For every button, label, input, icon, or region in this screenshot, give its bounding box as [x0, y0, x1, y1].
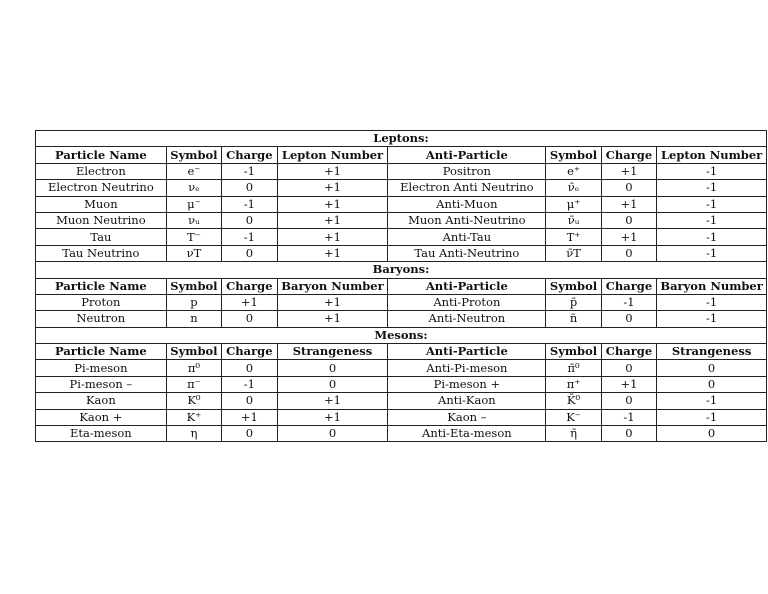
table-cell: 0	[601, 393, 656, 409]
table-cell: +1	[601, 196, 656, 212]
table-cell: +1	[277, 409, 388, 425]
table-row	[36, 393, 767, 409]
column-header: Symbol	[546, 147, 601, 163]
table-cell: 0	[601, 212, 656, 228]
column-header: Symbol	[166, 278, 221, 294]
table-row	[36, 360, 767, 376]
table-cell: +1	[277, 245, 388, 261]
mesons-section-title: Mesons:	[36, 327, 767, 343]
table-cell: -1	[657, 180, 767, 196]
table-row	[36, 426, 767, 442]
column-header: Lepton Number	[277, 147, 388, 163]
table-row	[36, 196, 767, 212]
column-header: Symbol	[166, 344, 221, 360]
table-cell: νₑ	[166, 180, 221, 196]
table-cell: η	[166, 426, 221, 442]
column-header: Baryon Number	[277, 278, 388, 294]
table-row	[36, 311, 767, 327]
table-cell: Electron	[36, 163, 167, 179]
table-cell: Tau	[36, 229, 167, 245]
table-cell: 0	[601, 180, 656, 196]
table-cell: 0	[657, 426, 767, 442]
table-cell: Anti-Pi-meson	[388, 360, 546, 376]
table-cell: K⁰	[166, 393, 221, 409]
column-header: Anti-Particle	[388, 344, 546, 360]
table-cell: +1	[277, 212, 388, 228]
table-cell: -1	[657, 163, 767, 179]
table-cell: +1	[601, 163, 656, 179]
table-cell: p̄	[546, 294, 601, 310]
table-cell: -1	[657, 229, 767, 245]
table-row	[36, 180, 767, 196]
column-header: Strangeness	[277, 344, 388, 360]
table-cell: Anti-Muon	[388, 196, 546, 212]
table-row	[36, 163, 767, 179]
table-cell: +1	[222, 294, 277, 310]
table-cell: νᵤ	[166, 212, 221, 228]
table-cell: Pi-meson –	[36, 376, 167, 392]
table-cell: -1	[222, 376, 277, 392]
column-header: Particle Name	[36, 278, 167, 294]
table-cell: T⁻	[166, 229, 221, 245]
table-cell: e⁻	[166, 163, 221, 179]
particle-table	[35, 130, 767, 442]
table-cell: -1	[601, 409, 656, 425]
table-cell: -1	[222, 163, 277, 179]
table-cell: Anti-Kaon	[388, 393, 546, 409]
table-cell: Pi-meson	[36, 360, 167, 376]
column-header: Anti-Particle	[388, 147, 546, 163]
table-cell: 0	[657, 376, 767, 392]
table-cell: K⁺	[166, 409, 221, 425]
column-header: Baryon Number	[657, 278, 767, 294]
table-row	[36, 212, 767, 228]
table-cell: ν̄ᵤ	[546, 212, 601, 228]
table-cell: Tau Neutrino	[36, 245, 167, 261]
table-cell: 0	[277, 360, 388, 376]
table-cell: -1	[601, 294, 656, 310]
table-cell: +1	[601, 229, 656, 245]
column-header: Charge	[222, 344, 277, 360]
table-cell: 0	[601, 360, 656, 376]
table-cell: Proton	[36, 294, 167, 310]
table-cell: e⁺	[546, 163, 601, 179]
table-cell: η̄	[546, 426, 601, 442]
table-cell: n	[166, 311, 221, 327]
table-cell: Positron	[388, 163, 546, 179]
table-cell: +1	[277, 180, 388, 196]
table-cell: νT	[166, 245, 221, 261]
table-cell: +1	[277, 196, 388, 212]
table-cell: +1	[277, 393, 388, 409]
table-cell: -1	[222, 229, 277, 245]
column-header-row	[36, 344, 767, 360]
table-cell: -1	[657, 196, 767, 212]
table-cell: +1	[601, 376, 656, 392]
table-cell: 0	[222, 180, 277, 196]
table-cell: ν̄ₑ	[546, 180, 601, 196]
table-cell: 0	[601, 245, 656, 261]
table-cell: Eta-meson	[36, 426, 167, 442]
table-cell: +1	[277, 163, 388, 179]
table-cell: 0	[657, 360, 767, 376]
table-cell: π⁻	[166, 376, 221, 392]
column-header: Strangeness	[657, 344, 767, 360]
leptons-section-title: Leptons:	[36, 131, 767, 147]
table-cell: Anti-Eta-meson	[388, 426, 546, 442]
table-row	[36, 245, 767, 261]
table-cell: π⁰	[166, 360, 221, 376]
table-cell: +1	[222, 409, 277, 425]
table-cell: Kaon	[36, 393, 167, 409]
table-cell: 0	[222, 426, 277, 442]
table-cell: -1	[657, 409, 767, 425]
column-header: Symbol	[546, 278, 601, 294]
section-title-row	[36, 327, 767, 343]
table-cell: Electron Neutrino	[36, 180, 167, 196]
table-cell: Muon Neutrino	[36, 212, 167, 228]
table-cell: π⁺	[546, 376, 601, 392]
column-header: Charge	[222, 147, 277, 163]
table-cell: -1	[657, 245, 767, 261]
table-cell: 0	[222, 311, 277, 327]
column-header: Symbol	[166, 147, 221, 163]
table-cell: Pi-meson +	[388, 376, 546, 392]
baryons-section-title: Baryons:	[36, 262, 767, 278]
table-cell: -1	[657, 212, 767, 228]
section-title-row	[36, 131, 767, 147]
table-cell: Anti-Proton	[388, 294, 546, 310]
table-cell: n̄	[546, 311, 601, 327]
column-header: Charge	[601, 344, 656, 360]
table-row	[36, 409, 767, 425]
table-cell: π̄⁰	[546, 360, 601, 376]
column-header: Charge	[222, 278, 277, 294]
table-cell: Kaon +	[36, 409, 167, 425]
column-header: Particle Name	[36, 344, 167, 360]
table-cell: +1	[277, 311, 388, 327]
column-header-row	[36, 278, 767, 294]
table-cell: T⁺	[546, 229, 601, 245]
column-header: Symbol	[546, 344, 601, 360]
column-header: Particle Name	[36, 147, 167, 163]
table-cell: μ⁻	[166, 196, 221, 212]
column-header: Lepton Number	[657, 147, 767, 163]
table-cell: 0	[277, 376, 388, 392]
column-header: Charge	[601, 278, 656, 294]
section-title-row	[36, 262, 767, 278]
table-cell: p	[166, 294, 221, 310]
table-cell: 0	[601, 426, 656, 442]
table-cell: -1	[657, 393, 767, 409]
column-header: Charge	[601, 147, 656, 163]
table-cell: -1	[657, 311, 767, 327]
table-cell: +1	[277, 229, 388, 245]
table-cell: Muon	[36, 196, 167, 212]
table-cell: -1	[222, 196, 277, 212]
table-row	[36, 376, 767, 392]
table-row	[36, 229, 767, 245]
table-cell: 0	[222, 393, 277, 409]
table-cell: 0	[277, 426, 388, 442]
table-cell: 0	[222, 360, 277, 376]
table-cell: Electron Anti Neutrino	[388, 180, 546, 196]
table-cell: Tau Anti-Neutrino	[388, 245, 546, 261]
table-cell: Muon Anti-Neutrino	[388, 212, 546, 228]
table-cell: +1	[277, 294, 388, 310]
table-cell: μ⁺	[546, 196, 601, 212]
particle-table-body	[36, 131, 767, 442]
table-cell: K⁻	[546, 409, 601, 425]
table-cell: K̄⁰	[546, 393, 601, 409]
table-cell: ν̄T	[546, 245, 601, 261]
table-cell: Anti-Neutron	[388, 311, 546, 327]
table-cell: Anti-Tau	[388, 229, 546, 245]
table-cell: Neutron	[36, 311, 167, 327]
table-cell: 0	[601, 311, 656, 327]
column-header-row	[36, 147, 767, 163]
column-header: Anti-Particle	[388, 278, 546, 294]
table-cell: -1	[657, 294, 767, 310]
table-cell: 0	[222, 245, 277, 261]
table-row	[36, 294, 767, 310]
table-cell: Kaon –	[388, 409, 546, 425]
table-cell: 0	[222, 212, 277, 228]
